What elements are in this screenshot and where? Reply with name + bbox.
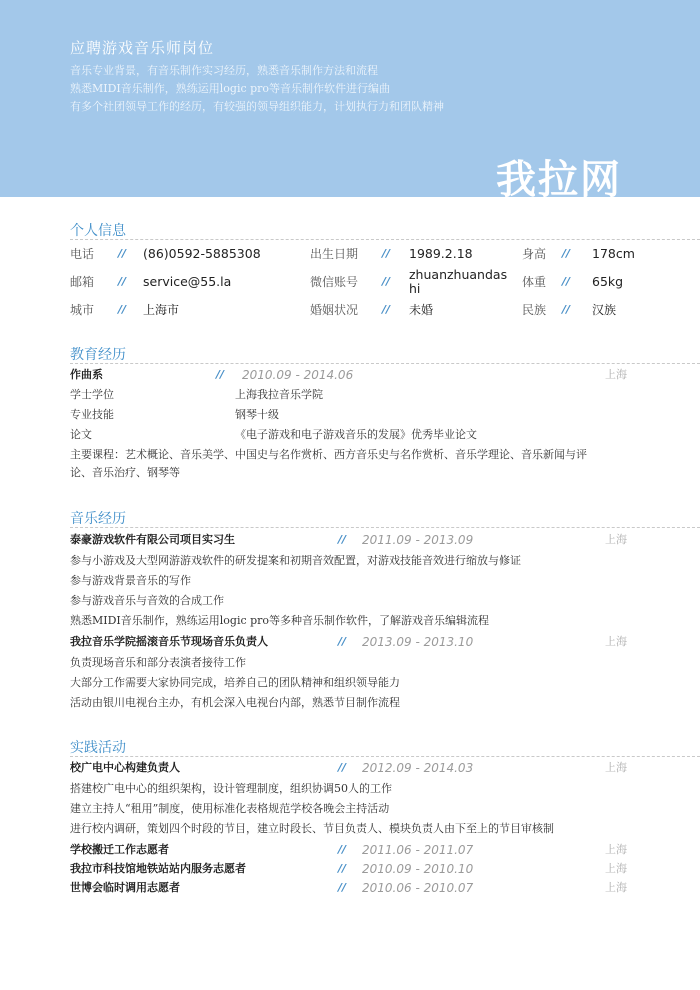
activity-location: 上海 — [605, 862, 627, 875]
job-item: 负责现场音乐和部分表演者接待工作 — [70, 656, 246, 669]
activity-item: 建立主持人“租用”制度，使用标准化表格规范学校各晚会主持活动 — [70, 802, 390, 815]
courses-text: 论、音乐治疗、钢琴等 — [70, 466, 180, 479]
height-value: 178cm — [592, 246, 635, 261]
separator: // — [338, 843, 347, 856]
practice-section — [70, 737, 700, 895]
phone-value: (86)0592-5885308 — [143, 246, 261, 261]
job-item: 熟悉MIDI音乐制作，熟练运用logic pro等多种音乐制作软件，了解游戏音乐编辑流程 — [70, 614, 490, 627]
separator: // — [338, 862, 347, 875]
ethnicity-label: 民族 — [522, 303, 547, 317]
education-date: 2010.09 - 2014.06 — [242, 368, 354, 382]
separator: // — [562, 275, 571, 288]
job-item: 参与小游戏及大型网游游戏软件的研发提案和初期音效配置，对游戏技能音效进行缩放与修证 — [70, 554, 521, 567]
job-date: 2011.09 - 2013.09 — [362, 533, 474, 547]
detail-label: 学士学位 — [70, 388, 114, 401]
summary-line: 音乐专业背景，有音乐制作实习经历，熟悉音乐制作方法和流程 — [70, 64, 378, 77]
wechat-label: 微信账号 — [310, 275, 359, 289]
birthdate-label: 出生日期 — [310, 247, 359, 261]
detail-label: 专业技能 — [70, 408, 114, 421]
separator: // — [118, 275, 127, 288]
brand-logo: 我拉网 — [496, 157, 622, 203]
job-item: 大部分工作需要大家协同完成，培养自己的团队精神和组织领导能力 — [70, 676, 400, 689]
courses-text: 主要课程：艺术概论、音乐美学、中国史与名作赏析、西方音乐史与名作赏析、音乐学理论、音乐新闻与评 — [70, 448, 587, 461]
weight-value: 65kg — [592, 274, 624, 289]
separator: // — [338, 533, 347, 546]
activity-date: 2012.09 - 2014.03 — [362, 761, 474, 775]
education-section — [70, 344, 700, 479]
divider — [70, 756, 700, 757]
height-label: 身高 — [522, 247, 547, 261]
divider — [70, 363, 700, 364]
separator: // — [118, 247, 127, 260]
section-title: 实践活动 — [70, 740, 126, 756]
summary — [70, 62, 630, 116]
summary-line: 熟悉MIDI音乐制作，熟练运用logic pro等音乐制作软件进行编曲 — [70, 82, 391, 95]
wechat-value: zhuanzhuandashi — [409, 267, 508, 296]
separator: // — [338, 761, 347, 774]
section-title: 个人信息 — [70, 223, 126, 239]
marital-label: 婚姻状况 — [310, 303, 359, 317]
education-major: 作曲系 — [70, 368, 103, 381]
detail-label: 论文 — [70, 428, 92, 441]
activity-title: 世博会临时调用志愿者 — [70, 881, 180, 894]
divider — [70, 239, 700, 240]
job-item: 参与游戏背景音乐的写作 — [70, 574, 191, 587]
activity-title: 学校搬迁工作志愿者 — [70, 843, 169, 856]
separator: // — [562, 303, 571, 316]
activity-location: 上海 — [605, 761, 627, 774]
separator: // — [382, 303, 391, 316]
info-row — [70, 267, 700, 296]
detail-value: 上海我拉音乐学院 — [235, 388, 323, 401]
email-label: 邮箱 — [70, 275, 95, 289]
activity-location: 上海 — [605, 843, 627, 856]
section-title: 音乐经历 — [70, 511, 126, 527]
phone-label: 电话 — [70, 247, 95, 261]
job-title: 应聘游戏音乐师岗位 — [70, 39, 215, 57]
activity-date: 2010.06 - 2010.07 — [362, 881, 474, 895]
education-location: 上海 — [605, 368, 627, 381]
activity-title: 校广电中心构建负责人 — [70, 761, 180, 774]
ethnicity-value: 汉族 — [592, 303, 617, 317]
section-title: 教育经历 — [70, 347, 126, 363]
job-date: 2013.09 - 2013.10 — [362, 635, 474, 649]
header-banner — [0, 0, 700, 203]
separator: // — [338, 635, 347, 648]
job-location: 上海 — [605, 635, 627, 648]
separator: // — [382, 247, 391, 260]
activity-date: 2011.06 - 2011.07 — [362, 843, 474, 857]
activity-date: 2010.09 - 2010.10 — [362, 862, 474, 876]
separator: // — [118, 303, 127, 316]
separator: // — [562, 247, 571, 260]
job-title: 泰豪游戏软件有限公司项目实习生 — [70, 533, 235, 546]
job-title: 我拉音乐学院摇滚音乐节现场音乐负责人 — [70, 635, 268, 648]
marital-value: 未婚 — [409, 303, 434, 317]
music-experience-section — [70, 508, 700, 709]
birthdate-value: 1989.2.18 — [409, 246, 473, 261]
separator: // — [216, 368, 225, 381]
info-row — [70, 242, 700, 266]
detail-value: 钢琴十级 — [235, 408, 279, 421]
job-item: 参与游戏音乐与音效的合成工作 — [70, 594, 224, 607]
city-label: 城市 — [70, 303, 95, 317]
separator: // — [338, 881, 347, 894]
activity-location: 上海 — [605, 881, 627, 894]
activity-item: 搭建校广电中心的组织架构，设计管理制度，组织协调50人的工作 — [70, 782, 392, 795]
divider — [70, 527, 700, 528]
summary-line: 有多个社团领导工作的经历，有较强的领导组织能力，计划执行力和团队精神 — [70, 100, 444, 113]
personal-info-section — [70, 220, 700, 317]
activity-item: 进行校内调研，策划四个时段的节目，建立时段长、节目负责人、模块负责人由下至上的节目审核制 — [70, 822, 554, 835]
weight-label: 体重 — [522, 275, 547, 289]
job-location: 上海 — [605, 533, 627, 546]
activity-title: 我拉市科技馆地铁站站内服务志愿者 — [70, 862, 246, 875]
info-row — [70, 298, 700, 322]
detail-value: 《电子游戏和电子游戏音乐的发展》优秀毕业论文 — [235, 428, 477, 441]
email-value: service@55.la — [143, 274, 232, 289]
separator: // — [382, 275, 391, 288]
city-value: 上海市 — [143, 303, 180, 317]
job-item: 活动由银川电视台主办，有机会深入电视台内部，熟悉节目制作流程 — [70, 696, 400, 709]
